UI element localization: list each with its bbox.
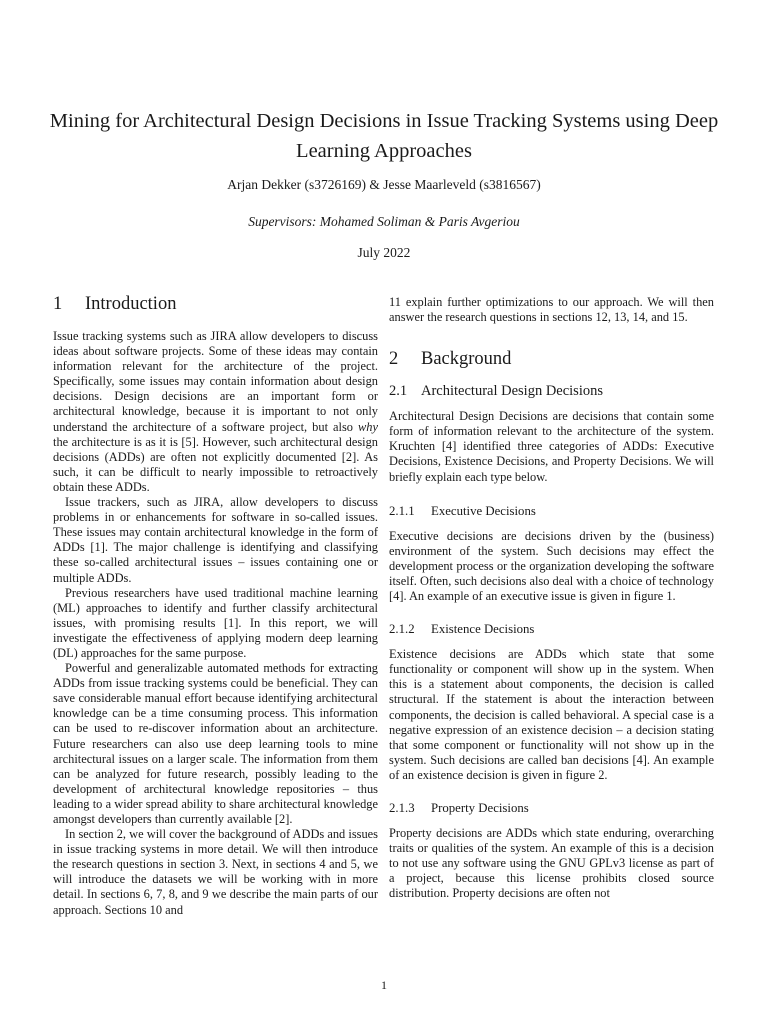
section-title: Introduction — [85, 294, 177, 314]
subsubsection-number: 2.1.3 — [389, 800, 415, 815]
paragraph: Architectural Design Decisions are decisions that contain some form of information relevant to the architecture of the system. Kruchten [4] identified three categories of ADDs: Executive Decisions, Existence Decisions, and Property Decisions. We will briefly explain each type below. — [389, 409, 714, 484]
section-number: 2 — [389, 349, 399, 370]
paper-authors: Arjan Dekker (s3726169) & Jesse Maarleveld (s3816567) — [227, 177, 541, 192]
paragraph-text: the architecture is as it is [5]. However, such architectural design decisions (ADDs) are often not explicitly documented [2]. As such, it can be difficult to nearly impossible to retroactively obtain these ADDs. — [53, 434, 378, 494]
paragraph: Powerful and generalizable automated methods for extracting ADDs from issue tracking systems could be beneficial. They can save considerable manual effort because identifying architectural knowledge can be a time consuming process. This information can be used to re-discover information about an architecture. Future researchers can also use deep learning tools to mine architectural issues on a larger scale. The information from them can be analyzed for future research, possibly leading to the development of architectural knowledge repositories – thus leading to a wider spread ability to share architectural knowledge amongst developers than currently available [2]. — [53, 661, 378, 826]
subsubsection-title: Existence Decisions — [431, 622, 535, 637]
paragraph: Existence decisions are ADDs which state that some functionality or component will show up in the system. When this is a statement about components, the decision is called structural. If the statement is about the interaction between components, the decision is called behavioral. A special case is a negative expression of an existence decision – a decision stating that some component or functionality will not show up in the system. Such decisions are called ban decisions [4]. An example of an existence decision is given in figure 2. — [389, 647, 714, 782]
paragraph-text: Issue tracking systems such as JIRA allow developers to discuss ideas about software projects. Some of these ideas may contain information relevant for the architecture of the project. Specifically, some issues may contain information about design decisions. Design decisions are an important form or architectural knowledge, because it is important to not only understand the architecture of a software project, but also — [53, 329, 378, 434]
left-column — [53, 293, 378, 918]
right-column — [389, 295, 714, 901]
subsubsection-number: 2.1.2 — [389, 622, 415, 637]
paragraph: Issue trackers, such as JIRA, allow developers to discuss problems in or enhancements for software in so-called issues. These issues may contain architectural knowledge in the form of ADDs [1]. The major challenge is identifying and classifying these so-called architectural issues – issues containing one or multiple ADDs. — [53, 495, 378, 585]
subsection-title: Architectural Design Decisions — [421, 383, 604, 400]
paragraph: Executive decisions are decisions driven by the (business) environment of the system. Such decisions may effect the development process or the organization developing the software itself. Often, such decisions also deal with a choice of technology [4]. An example of an executive issue is given in figure 1. — [389, 528, 714, 604]
page-number: 1 — [381, 978, 387, 992]
subsection-heading — [389, 382, 714, 400]
paper-date: July 2022 — [357, 245, 411, 260]
subsubsection-title: Property Decisions — [431, 800, 529, 815]
paper-supervisors: Supervisors: Mohamed Soliman & Paris Avgeriou — [248, 214, 520, 229]
section-heading-background — [389, 348, 714, 370]
emphasis-text: why — [358, 419, 378, 434]
paragraph: 11 explain further optimizations to our approach. We will then answer the research questions in sections 12, 13, 14, and 15. — [389, 295, 714, 325]
subsubsection-heading — [389, 503, 714, 519]
section-number: 1 — [53, 294, 63, 314]
subsubsection-heading — [389, 800, 714, 816]
subsubsection-number: 2.1.1 — [389, 503, 415, 518]
paragraph: Previous researchers have used traditional machine learning (ML) approaches to identify and further classify architectural issues, with promising results [1]. In this report, we will investigate the effectiveness of applying modern deep learning (DL) approaches for the same purpose. — [53, 585, 378, 660]
section-heading-introduction — [53, 293, 378, 315]
section-title: Background — [421, 349, 512, 370]
subsection-number: 2.1 — [389, 383, 408, 400]
paragraph — [53, 329, 378, 495]
paragraph: Property decisions are ADDs which state enduring, overarching traits or qualities of the system. An example of this is a decision to not use any software using the GNU GPLv3 license as part of a project, because this license prohibits closed source distribution. Property decisions are often not — [389, 825, 714, 901]
paragraph: In section 2, we will cover the background of ADDs and issues in issue tracking systems in more detail. We will then introduce the research questions in section 3. Next, in sections 4 and 5, we will introduce the datasets we will be working with in more detail. In sections 6, 7, 8, and 9 we describe the main parts of our approach. Sections 10 and — [53, 827, 378, 917]
subsubsection-title: Executive Decisions — [431, 503, 536, 518]
subsubsection-heading — [389, 621, 714, 637]
paper-title: Mining for Architectural Design Decisions in Issue Tracking Systems using Deep Learning Approaches — [49, 110, 719, 162]
